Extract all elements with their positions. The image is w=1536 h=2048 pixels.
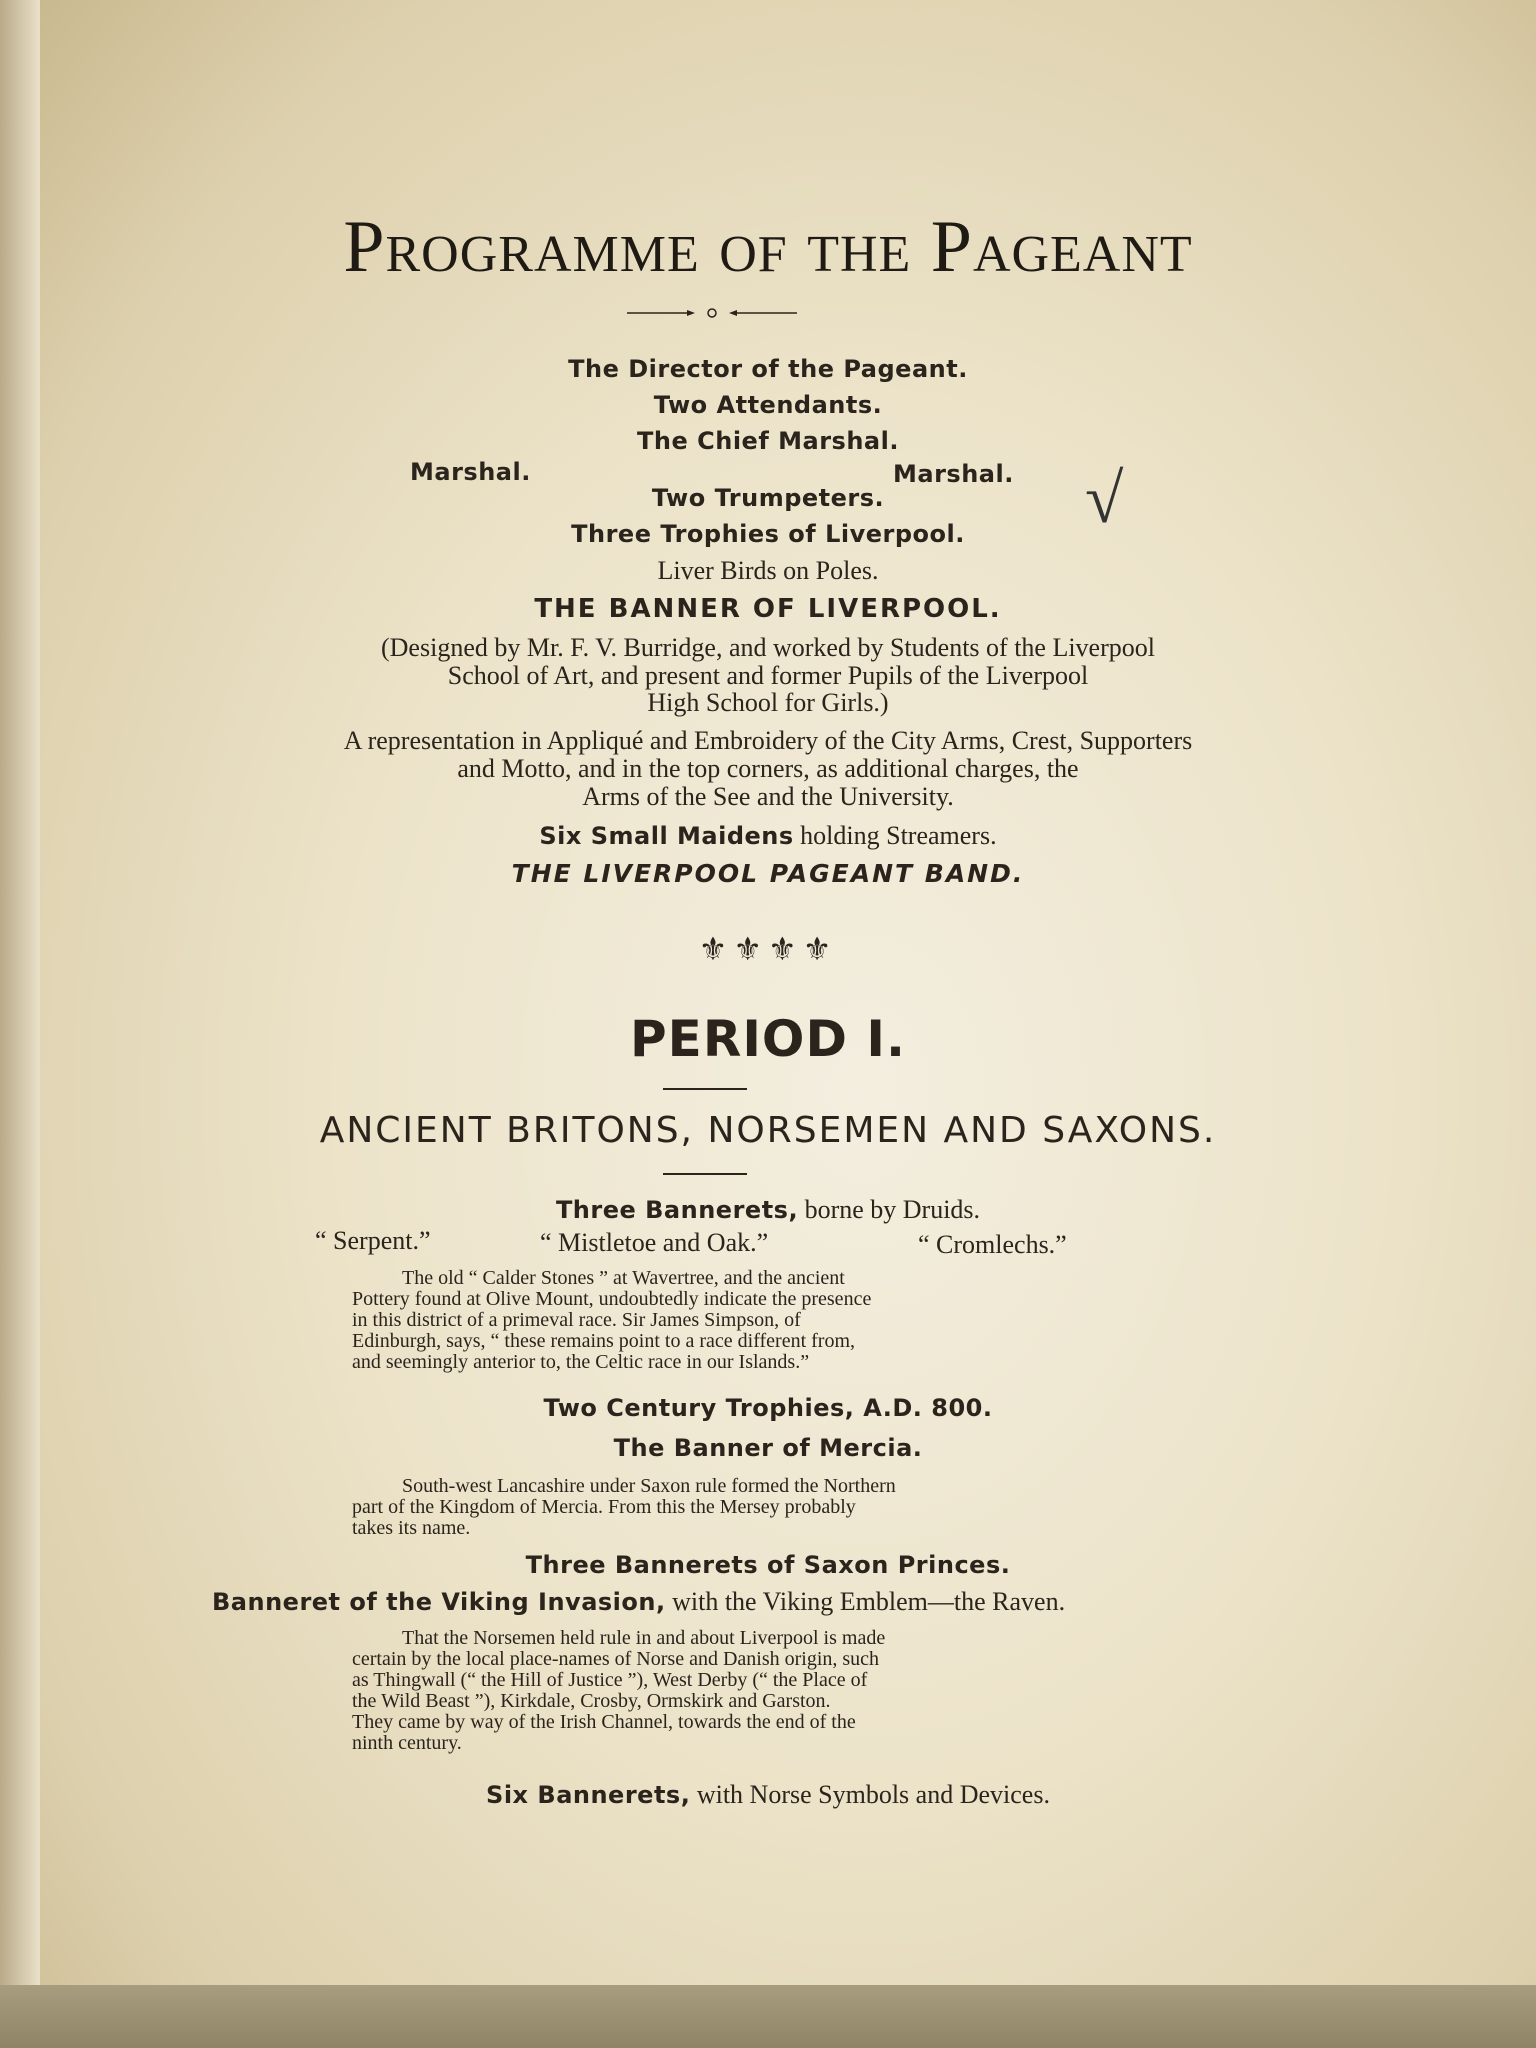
bottom-edge — [0, 1985, 1536, 2048]
director-line: The Director of the Pageant. — [568, 355, 968, 383]
period-subtitle: ANCIENT BRITONS, NORSEMEN AND SAXONS. — [319, 1110, 1217, 1151]
calder-line-3: in this district of a primeval race. Sir James Simpson, of — [352, 1309, 801, 1331]
mercia-line-3: takes its name. — [352, 1517, 471, 1539]
druid-bannerets-line — [0, 1195, 1536, 1225]
norse-paragraph — [352, 1628, 1060, 1754]
norse-line-2: certain by the local place-names of Norse and Danish origin, such — [352, 1648, 880, 1670]
fleuron-ornament: ⚜⚜⚜⚜ — [698, 931, 838, 967]
marshal-left: Marshal. — [410, 458, 531, 486]
chief-marshal-line: The Chief Marshal. — [637, 427, 899, 455]
period-rule-bottom — [663, 1173, 747, 1175]
calder-line-5: and seemingly anterior to, the Celtic race in our Islands.” — [352, 1351, 810, 1373]
banneret-serpent: “ Serpent.” — [315, 1226, 431, 1255]
representation-3: Arms of the See and the University. — [582, 782, 954, 811]
century-trophies-line: Two Century Trophies, A.D. 800. — [543, 1394, 993, 1422]
band-line: THE LIVERPOOL PAGEANT BAND. — [511, 859, 1025, 888]
liver-birds-line: Liver Birds on Poles. — [657, 556, 879, 585]
mercia-paragraph — [352, 1476, 1060, 1539]
banneret-cromlechs: “ Cromlechs.” — [918, 1230, 1067, 1259]
banner-line: THE BANNER OF LIVERPOOL. — [534, 594, 1002, 624]
page-title: Programme of the Pageant — [343, 206, 1193, 288]
representation-2: and Motto, and in the top corners, as additional charges, the — [457, 754, 1079, 783]
six-bannerets-line — [0, 1780, 1536, 1810]
representation-1: A representation in Appliqué and Embroidery of the City Arms, Crest, Supporters — [343, 726, 1193, 755]
norse-line-1: That the Norsemen held rule in and about Liverpool is made — [402, 1627, 886, 1649]
trumpeters-line: Two Trumpeters. — [651, 484, 885, 512]
calder-line-2: Pottery found at Olive Mount, undoubtedly indicate the presence — [352, 1288, 872, 1310]
norse-line-4: the Wild Beast ”), Kirkdale, Crosby, Ormskirk and Garston. — [352, 1690, 831, 1712]
druid-bannerets-bold: Three Bannerets, — [555, 1196, 799, 1224]
calder-paragraph — [352, 1268, 1060, 1373]
marshal-right: Marshal. — [893, 460, 1014, 488]
maidens-line — [0, 821, 1536, 851]
norse-line-5: They came by way of the Irish Channel, towards the end of the — [352, 1711, 856, 1733]
banner-note-2: School of Art, and present and former Pupils of the Liverpool — [447, 661, 1089, 690]
viking-line — [212, 1587, 1065, 1617]
six-bannerets-rest: with Norse Symbols and Devices. — [690, 1780, 1050, 1809]
calder-line-1: The old “ Calder Stones ” at Wavertree, and the ancient — [402, 1267, 845, 1289]
attendants-line: Two Attendants. — [653, 391, 883, 419]
viking-rest: with the Viking Emblem—the Raven. — [665, 1587, 1066, 1616]
mercia-line-1: South-west Lancashire under Saxon rule formed the Northern — [402, 1475, 896, 1497]
period-rule-top — [663, 1088, 747, 1090]
trophies-line: Three Trophies of Liverpool. — [571, 520, 965, 548]
mercia-line-2: part of the Kingdom of Mercia. From this the Mersey probably — [352, 1496, 856, 1518]
druid-bannerets-rest: borne by Druids. — [798, 1195, 981, 1224]
maidens-rest: holding Streamers. — [793, 821, 997, 850]
banner-note-3: High School for Girls.) — [647, 688, 889, 717]
viking-bold: Banneret of the Viking Invasion, — [212, 1588, 666, 1616]
saxon-princes-line: Three Bannerets of Saxon Princes. — [525, 1551, 1011, 1579]
norse-line-6: ninth century. — [352, 1732, 462, 1754]
title-ornament — [627, 308, 797, 318]
banneret-mistletoe: “ Mistletoe and Oak.” — [540, 1228, 769, 1257]
mercia-banner-line: The Banner of Mercia. — [613, 1434, 923, 1462]
norse-line-3: as Thingwall (“ the Hill of Justice ”), West Derby (“ the Place of — [352, 1669, 868, 1691]
maidens-bold: Six Small Maidens — [539, 822, 794, 850]
six-bannerets-bold: Six Bannerets, — [486, 1781, 691, 1809]
period-title: PERIOD I. — [630, 1010, 906, 1068]
handwritten-tick: √ — [1085, 461, 1124, 538]
calder-line-4: Edinburgh, says, “ these remains point to a race different from, — [352, 1330, 855, 1352]
banner-note-1: (Designed by Mr. F. V. Burridge, and worked by Students of the Liverpool — [381, 633, 1155, 662]
